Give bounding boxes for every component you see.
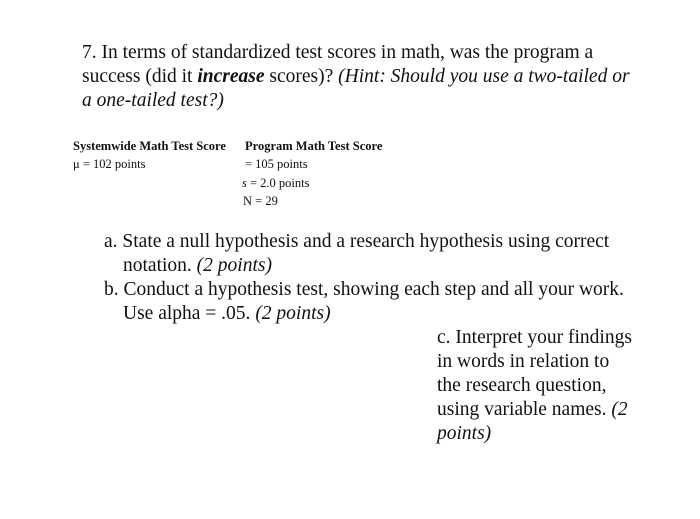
part-c-text: c. Interpret your findings in words in relation to the research question, using variable names. (437, 327, 632, 420)
part-a-text: a. State a null hypothesis and a research hypothesis using correct notation. (104, 231, 610, 276)
sample-size: N = 29 (243, 194, 278, 208)
part-a (104, 230, 624, 278)
question-hint: (Hint: Should you use a two-tailed or a one-tailed test?) (82, 66, 630, 111)
part-a-points: (2 points) (196, 255, 272, 276)
sd-value: = 2.0 points (246, 176, 310, 190)
col2-header: Program Math Test Score (245, 139, 383, 153)
parts-list (104, 230, 624, 326)
part-c (437, 326, 637, 446)
col1-header: Systemwide Math Test Score (73, 139, 226, 153)
sample-sd (242, 174, 310, 192)
part-b-points: (2 points) (255, 303, 331, 324)
question-lead: 7. In terms of standardized test scores in math, was the program a success (did it (82, 42, 594, 87)
part-c-points: (2 points) (437, 399, 628, 444)
sd-symbol: s (242, 176, 247, 190)
sample-mean: = 105 points (245, 157, 308, 171)
question-7 (82, 41, 642, 113)
question-emphasis: increase (197, 66, 265, 87)
question-after: scores)? (264, 66, 339, 87)
population-mean: μ = 102 points (73, 157, 146, 171)
part-b-text: b. Conduct a hypothesis test, showing each step and all your work. Use alpha = .05. (104, 279, 624, 324)
part-b (104, 278, 624, 326)
